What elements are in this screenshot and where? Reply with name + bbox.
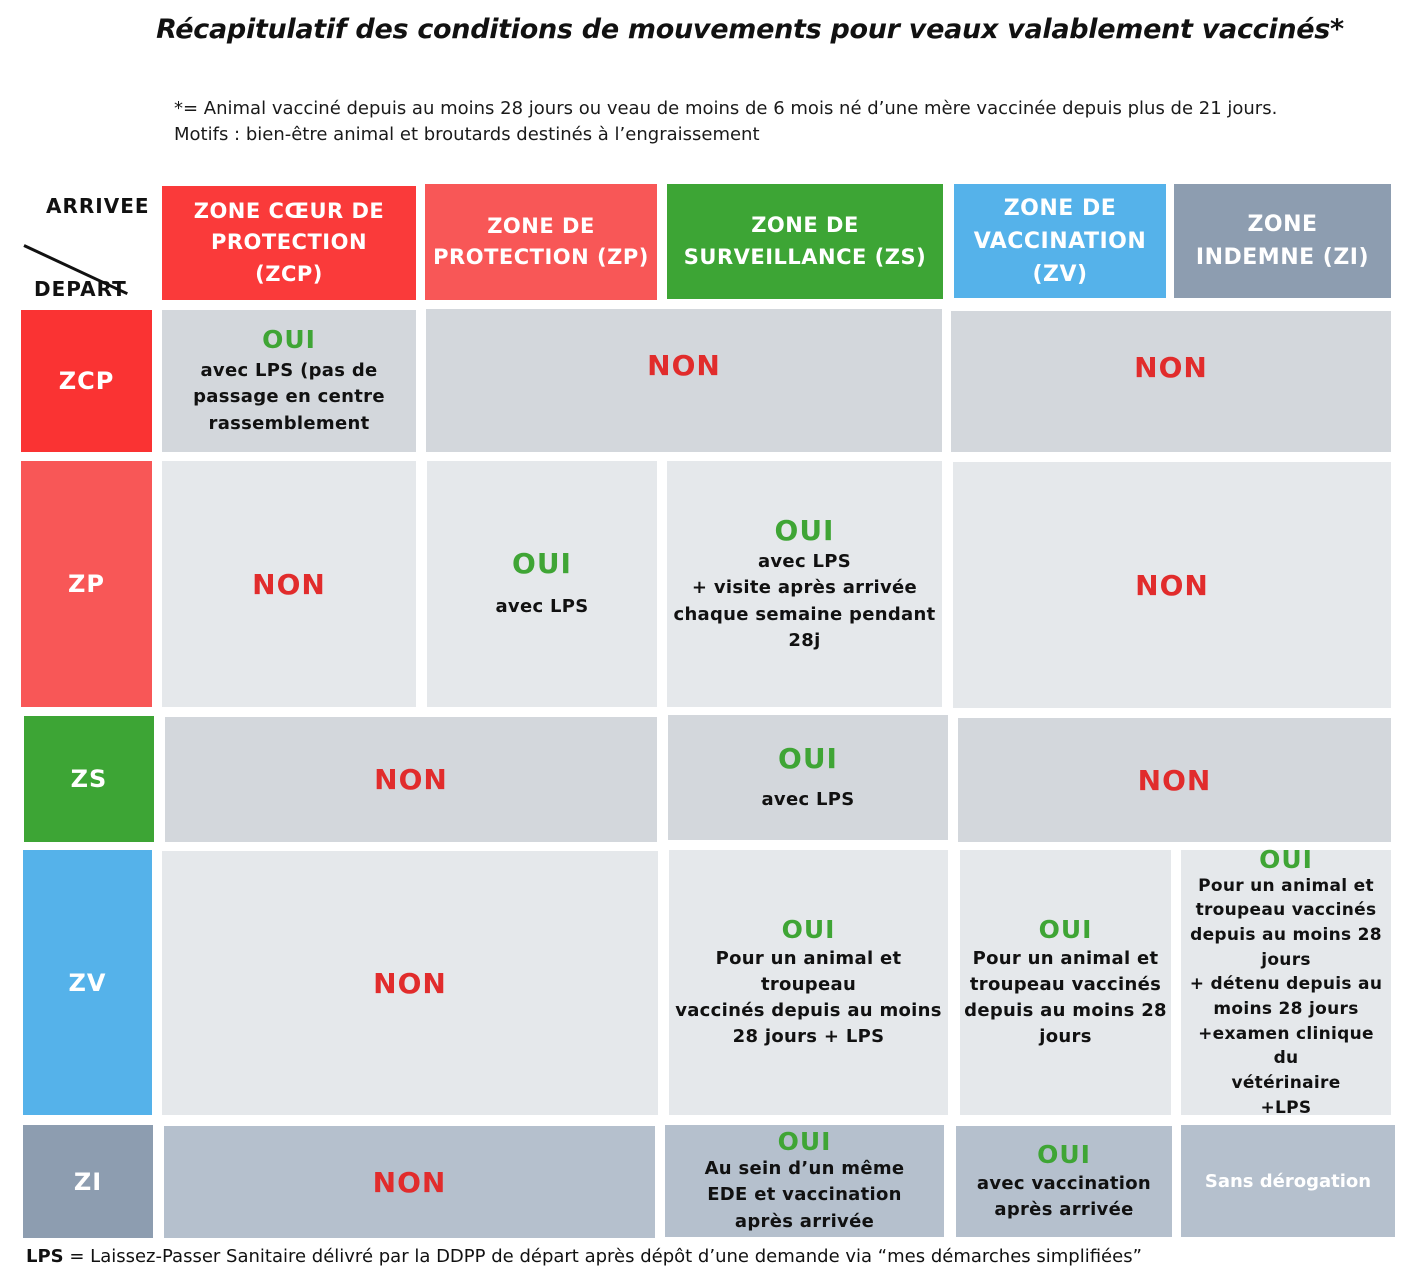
cell-verdict: NON (372, 1165, 447, 1199)
cell-verdict: OUI (1259, 844, 1313, 874)
cell-zi-to-zv (956, 1126, 1172, 1237)
cell-conditions: Pour un animal et troupeau vaccinés depuis au moins 28 jours + détenu depuis au moins 28 jours +examen clinique du vétérinaire +LPS (1189, 875, 1383, 1118)
cell-zp-to-zcp (162, 461, 416, 707)
cell-zcp-to-zcp (162, 310, 416, 452)
cell-verdict: OUI (1038, 914, 1093, 944)
cell-verdict: OUI (774, 514, 835, 548)
cell-conditions: Pour un animal et troupeau vaccinés depuis au moins 28 jours + LPS (675, 947, 942, 1048)
cell-verdict: NON (1134, 351, 1208, 384)
cell-conditions: avec LPS (pas de passage en centre rassemblement (193, 360, 385, 434)
cell-zv-to-zcp-zp (162, 851, 658, 1115)
page-title: Récapitulatif des conditions de mouvements pour veaux valablement vaccinés* (156, 14, 1344, 45)
cell-verdict: OUI (777, 1127, 832, 1157)
column-header-zp: ZONE DE PROTECTION (ZP) (425, 184, 657, 300)
cell-zv-to-zs (669, 850, 948, 1115)
cell-verdict: OUI (262, 325, 316, 355)
cell-zi-to-zs (665, 1125, 944, 1237)
cell-verdict: OUI (781, 914, 836, 944)
column-header-zi: ZONE INDEMNE (ZI) (1174, 184, 1391, 298)
footnote-term: LPS (26, 1246, 64, 1267)
cell-verdict: NON (1137, 763, 1212, 797)
row-header-zcp: ZCP (21, 310, 152, 452)
cell-conditions: avec LPS + visite après arrivée chaque semaine pendant 28j (673, 551, 936, 651)
cell-zs-to-zv-zi (958, 718, 1391, 842)
cell-conditions: avec vaccination après arrivée (976, 1172, 1152, 1220)
cell-verdict: NON (252, 567, 326, 601)
footnote-lps-definition (26, 1246, 1142, 1267)
cell-verdict: OUI (512, 547, 572, 581)
cell-zs-to-zcp-zp (165, 717, 657, 842)
cell-zv-to-zi (1181, 844, 1391, 1118)
cell-conditions: avec LPS (761, 788, 855, 810)
cell-zp-to-zv-zi (953, 462, 1391, 708)
cell-verdict: Sans dérogation (1204, 1170, 1372, 1192)
cell-verdict: NON (374, 763, 448, 796)
cell-zs-to-zs (668, 715, 948, 840)
footnote-definition: = Laissez-Passer Sanitaire délivré par la DDPP de départ après dépôt d’une demande via “mes démarches simplifiées” (63, 1246, 1142, 1267)
cell-zi-to-zcp-zp (164, 1126, 655, 1238)
cell-zcp-to-zv-zi (951, 311, 1391, 452)
cell-zv-to-zv (960, 850, 1171, 1115)
cell-zi-to-zi (1181, 1125, 1395, 1237)
cell-zp-to-zp (427, 461, 657, 707)
column-header-zs: ZONE DE SURVEILLANCE (ZS) (667, 184, 943, 299)
cell-verdict: OUI (778, 741, 838, 775)
note-vaccination-definition: *= Animal vacciné depuis au moins 28 jours ou veau de moins de 6 mois né d’une mère vaccinée depuis plus de 21 jours. (174, 98, 1278, 119)
cell-verdict: NON (647, 349, 721, 382)
cell-conditions: Pour un animal et troupeau vaccinés depuis au moins 28 jours (964, 947, 1167, 1048)
cell-verdict: NON (373, 966, 447, 1000)
corner-arrivee-label: ARRIVEE (46, 194, 150, 218)
cell-conditions: avec LPS (495, 596, 589, 618)
row-header-zp: ZP (21, 461, 152, 707)
column-header-zv: ZONE DE VACCINATION (ZV) (954, 184, 1166, 298)
cell-zp-to-zs (667, 461, 942, 707)
cell-verdict: NON (1135, 568, 1209, 602)
row-header-zv: ZV (23, 850, 152, 1115)
column-header-zcp: ZONE CŒUR DE PROTECTION (ZCP) (162, 186, 416, 300)
note-motifs: Motifs : bien-être animal et broutards destinés à l’engraissement (174, 124, 760, 145)
cell-verdict: OUI (1037, 1139, 1091, 1169)
corner-depart-label: DEPART (34, 277, 127, 301)
row-header-zi: ZI (23, 1125, 153, 1238)
cell-conditions: Au sein d’un même EDE et vaccination après arrivée (704, 1158, 905, 1232)
cell-zcp-to-zp-zs (426, 309, 942, 452)
row-header-zs: ZS (24, 716, 154, 842)
